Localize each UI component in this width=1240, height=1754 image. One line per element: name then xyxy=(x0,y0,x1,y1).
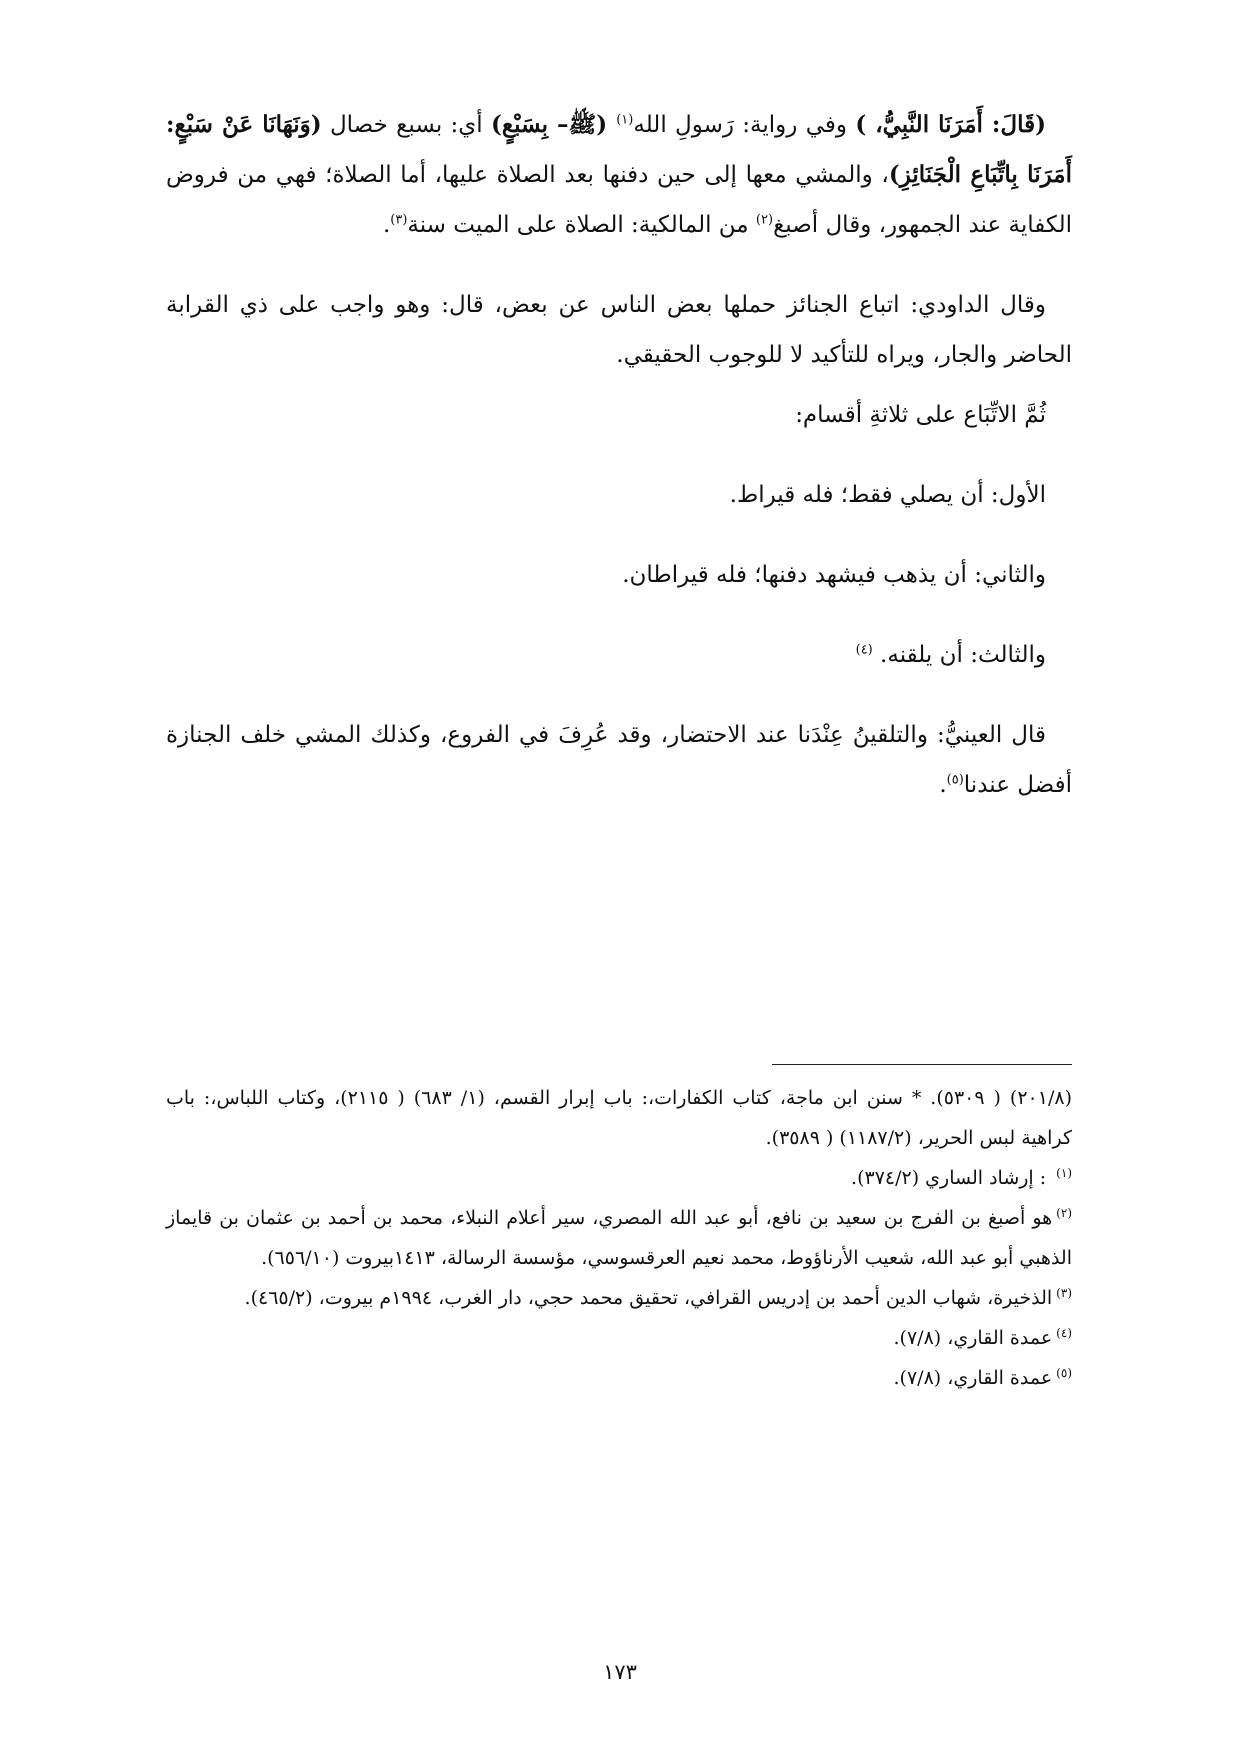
footnote-2 xyxy=(166,1198,1072,1278)
text-segment: من المالكية: الصلاة على الميت سنة xyxy=(407,212,756,238)
main-text xyxy=(166,100,1072,810)
footnote-number: (٣) xyxy=(1056,1285,1072,1300)
text-segment: . xyxy=(382,212,391,238)
paragraph-2: وقال الداودي: اتباع الجنائز حملها بعض الناس عن بعض، قال: وهو واجب على ذي القرابة الحاضر والجار، ويراه للتأكيد لا للوجوب الحقيقي. xyxy=(166,292,1072,368)
footnote-number: (٤) xyxy=(1056,1325,1072,1340)
paragraph-4: الأول: أن يصلي فقط؛ فله قيراط. xyxy=(729,482,1046,508)
footnote-3 xyxy=(166,1278,1072,1318)
footnote-continuation: (٢٠١/٨) ( ٥٣٠٩). * سنن ابن ماجة، كتاب الكفارات،: باب إبرار القسم، (١/ ٦٨٣) ( ٢١١٥)، وكتاب اللباس،: باب كراهية لبس الحرير، (١١٨٧/٢) ( ٣٥٨٩). xyxy=(166,1087,1072,1149)
footnote-ref-4[interactable]: (٤) xyxy=(855,642,873,658)
footnote-ref-3[interactable]: (٣) xyxy=(390,212,408,228)
footnote-text: عمدة القاري، (٧/٨). xyxy=(893,1327,1053,1349)
quote-bisab: (ﷺ– بِسَبْعٍ) xyxy=(491,111,617,138)
text-segment: وفي رواية: رَسولِ الله xyxy=(633,112,856,138)
footnote-text: : إرشاد الساري (٣٧٤/٢). xyxy=(851,1167,1053,1189)
text-segment: ، والمشي معها إلى حين دفنها بعد الصلاة عليها، أما الصلاة؛ فهي من فروض الكفاية عند الجمهور، وقال أصبغ xyxy=(166,162,1072,238)
footnote-number: (٥) xyxy=(1056,1365,1072,1380)
text-segment: قال العينيُّ: والتلقينُ عِنْدَنا عند الاحتضار، وقد عُرِفَ في الفروع، وكذلك المشي خلف الجنازة أفضل عندنا xyxy=(166,722,1072,798)
paragraph-7 xyxy=(166,710,1072,810)
text-segment: أي: بسبع خصال xyxy=(321,112,492,138)
paragraph-5: والثاني: أن يذهب فيشهد دفنها؛ فله قيراطان. xyxy=(622,562,1046,588)
footnote-number: (١) xyxy=(1056,1165,1072,1180)
footnote-number: (٢) xyxy=(1056,1205,1072,1220)
paragraph-6 xyxy=(166,630,1046,680)
footnote-4 xyxy=(166,1318,1072,1358)
footnote-ref-2[interactable]: (٢) xyxy=(755,212,774,228)
footnote-text: هو أصبغ بن الفرج بن سعيد بن نافع، أبو عبد الله المصري، سير أعلام النبلاء، محمد بن أحمد بن عثمان بن قايماز الذهبي أبو عبد الله، شعيب الأرناؤوط، محمد نعيم العرقسوسي، مؤسسة الرسالة، ١٤١٣بيروت (٦٥٦/١٠). xyxy=(166,1207,1072,1269)
footnote-text: الذخيرة، شهاب الدين أحمد بن إدريس القرافي، تحقيق محمد حجي، دار الغرب، ١٩٩٤م بيروت، (٤٦٥/٢). xyxy=(244,1287,1053,1309)
paragraph-3: ثُمَّ الاتِّبَاع على ثلاثةِ أقسام: xyxy=(795,402,1046,428)
page-number: ١٧٣ xyxy=(603,1660,637,1684)
footnote-separator xyxy=(772,1064,1072,1065)
footnote-ref-5[interactable]: (٥) xyxy=(946,772,964,788)
text-segment: . xyxy=(939,772,947,798)
quote-nahana: (وَنَهَانَا عَنْ سَبْعٍ: أَمَرَنَا بِاتِّبَاعِ الْجَنَائِزِ) xyxy=(166,111,1072,188)
text-segment: والثالث: أن يلقنه. xyxy=(872,642,1046,668)
quote-qal: (قَالَ: أَمَرَنَا النَّبِيُّ، ) xyxy=(855,111,1047,138)
footnote-ref-1[interactable]: (١) xyxy=(616,112,634,128)
footnote-text: عمدة القاري، (٧/٨). xyxy=(893,1367,1053,1389)
footnotes xyxy=(166,1078,1072,1398)
footnote-1 xyxy=(166,1158,1072,1198)
paragraph-1 xyxy=(166,100,1072,250)
footnote-5 xyxy=(166,1358,1072,1398)
